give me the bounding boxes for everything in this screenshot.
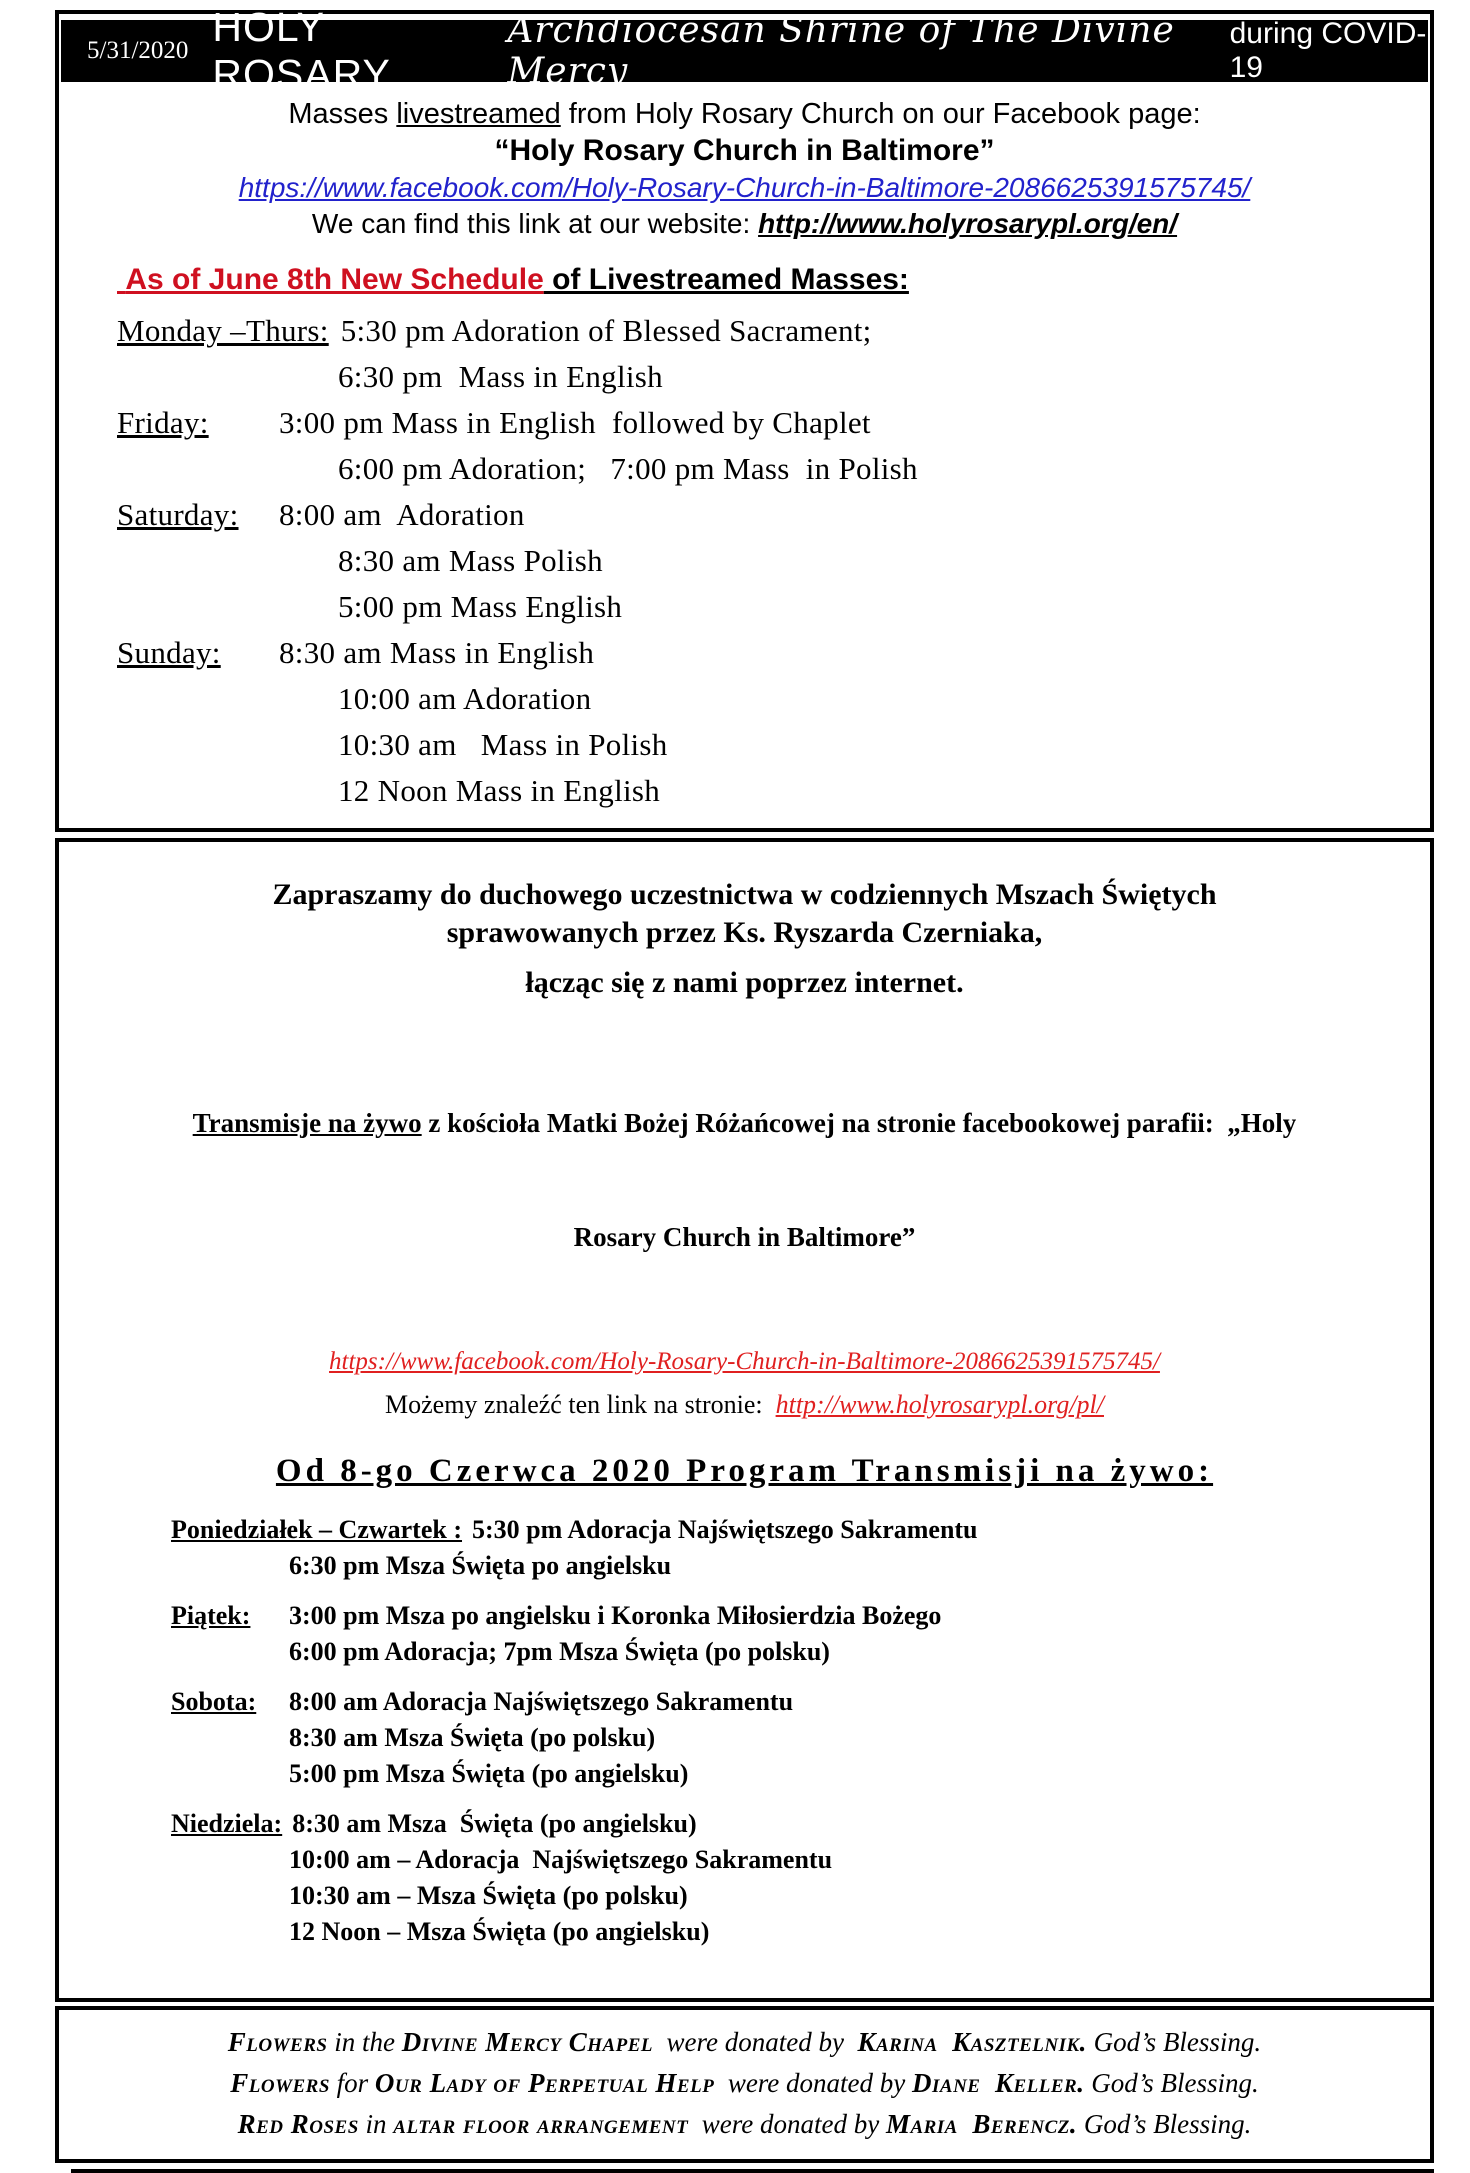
covid-label: during COVID-19 [1229, 17, 1427, 84]
schedule-row [59, 1598, 1430, 1670]
schedule-item: 5:30 pm Adoration of Blessed Sacrament; [340, 313, 872, 348]
flowers-line: Flowers in the Divine Mercy Chapel were donated by Karina Kasztelnik. God’s Blessing. [227, 2027, 1262, 2057]
schedule-item: 8:30 am Mass Polish [338, 543, 603, 578]
english-intro [59, 96, 1430, 242]
schedule-item: 3:00 pm Mass in English followed by Chaplet [279, 405, 871, 440]
day-label: Piątek: [171, 1601, 251, 1630]
schedule-item: 8:00 am Adoration [279, 497, 525, 532]
schedule-item: 8:30 am Msza Święta (po polsku) [289, 1723, 656, 1752]
header-bar [61, 4, 1428, 97]
schedule-row [59, 630, 1430, 814]
polish-schedule [59, 1512, 1430, 1950]
schedule-item: 8:00 am Adoracja Najświętszego Sakramentu [289, 1687, 794, 1716]
schedule-item: 6:00 pm Adoracja; 7pm Msza Święta (po polsku) [289, 1637, 830, 1666]
polish-schedule-heading: Od 8-go Czerwca 2020 Program Transmisji na żywo: [275, 1453, 1214, 1489]
schedule-item: 6:00 pm Adoration; 7:00 pm Mass in Polish [338, 451, 918, 486]
polish-website-line: Możemy znaleźć ten link na stronie: http://www.holyrosarypl.org/pl/ [385, 1390, 1104, 1419]
schedule-row [59, 492, 1430, 630]
transmisje-underlined: Transmisje na żywo [192, 1108, 422, 1138]
schedule-item: 5:00 pm Msza Święta (po angielsku) [289, 1759, 689, 1788]
day-label: Sunday: [117, 635, 221, 670]
facebook-link-line [59, 170, 1430, 206]
facebook-page-title: “Holy Rosary Church in Baltimore” [494, 134, 995, 167]
website-link[interactable]: http://www.holyrosarypl.org/en/ [758, 208, 1178, 239]
shrine-subtitle: Archdiocesan Shrine of The Divine Mercy [507, 10, 1175, 92]
church-title: HOLY ROSARY [212, 4, 391, 97]
schedule-row [59, 1806, 1430, 1950]
schedule-item: 8:30 am Msza Święta (po angielsku) [292, 1809, 697, 1838]
schedule-item: 6:30 pm Msza Święta po angielsku [289, 1551, 672, 1580]
facebook-link[interactable]: https://www.facebook.com/Holy-Rosary-Church-in-Baltimore-2086625391575745/ [238, 172, 1251, 203]
english-section-box [55, 4, 1434, 832]
polish-website-link[interactable]: http://www.holyrosarypl.org/pl/ [775, 1390, 1104, 1419]
schedule-item: 12 Noon Mass in English [338, 773, 661, 808]
day-label: Friday: [117, 405, 209, 440]
schedule-item: 6:30 pm Mass in English [338, 359, 663, 394]
polish-section-box [55, 838, 1434, 2002]
flowers-box [55, 2006, 1434, 2163]
flowers-line: Red Roses in altar floor arrangement were donated by Maria Berencz. God’s Blessing. [237, 2109, 1252, 2139]
schedule-row [59, 1512, 1430, 1584]
polish-intro [59, 876, 1430, 1002]
intro-line: Masses livestreamed from Holy Rosary Church on our Facebook page: [288, 98, 1201, 130]
schedule-item: 12 Noon – Msza Święta (po angielsku) [289, 1917, 710, 1946]
date-label: 5/31/2020 [87, 37, 189, 64]
day-label: Monday –Thurs: [117, 313, 329, 348]
day-label: Niedziela: [171, 1809, 283, 1838]
day-label: Sobota: [171, 1687, 257, 1716]
flowers-line: Flowers for Our Lady of Perpetual Help were donated by Diane Keller. God’s Blessing. [230, 2068, 1259, 2098]
polish-intro-line: sprawowanych przez Ks. Ryszarda Czerniaka, [446, 916, 1043, 949]
schedule-item: 3:00 pm Msza po angielsku i Koronka Miłosierdzia Bożego [289, 1601, 942, 1630]
schedule-item: 8:30 am Mass in English [279, 635, 595, 670]
english-schedule [59, 308, 1430, 828]
english-schedule-heading [59, 260, 1430, 300]
livestreamed-underlined: livestreamed [396, 98, 561, 130]
schedule-item: 5:00 pm Mass English [338, 589, 623, 624]
day-label: Saturday: [117, 497, 239, 532]
website-line: We can find this link at our website: http://www.holyrosarypl.org/en/ [311, 208, 1178, 239]
polish-intro-line: Zapraszamy do duchowego uczestnictwa w codziennych Mszach Świętych [272, 878, 1217, 911]
schedule-row [59, 1684, 1430, 1792]
schedule-item: 5:30 pm Adoracja Najświętszego Sakramentu [472, 1515, 978, 1544]
schedule-row [59, 400, 1430, 492]
schedule-item: 10:00 am – Adoracja Najświętszego Sakramentu [289, 1845, 833, 1874]
schedule-item: 10:30 am Mass in Polish [338, 727, 668, 762]
bottom-edge-line [71, 2169, 1434, 2173]
polish-facebook-link-line [59, 1348, 1430, 1376]
heading-black-part: of Livestreamed Masses: [543, 263, 909, 296]
polish-intro-line: łącząc się z nami poprzez internet. [525, 966, 964, 999]
day-label: Poniedziałek – Czwartek : [171, 1515, 463, 1544]
schedule-item: 10:00 am Adoration [338, 681, 592, 716]
transmisje-paragraph: Transmisje na żywo z kościoła Matki Bożej Różańcowej na stronie facebookowej parafii: „Holy Rosary Church in Baltimore” [192, 1108, 1297, 1252]
schedule-row [59, 308, 1430, 400]
heading-red-part: As of June 8th New Schedule [117, 263, 544, 296]
schedule-item: 10:30 am – Msza Święta (po polsku) [289, 1881, 688, 1910]
polish-facebook-link[interactable]: https://www.facebook.com/Holy-Rosary-Church-in-Baltimore-2086625391575745/ [329, 1348, 1160, 1375]
